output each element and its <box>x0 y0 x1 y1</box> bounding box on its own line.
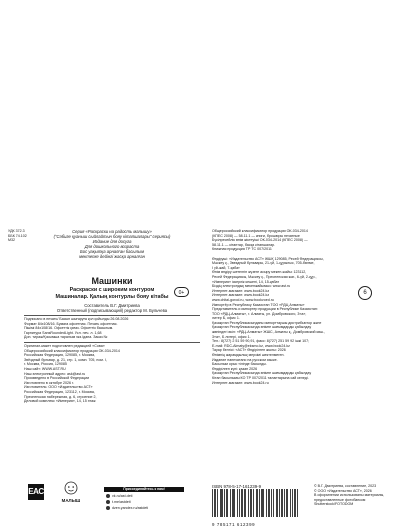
tech-line: Формат 84x108/16. Бумага офсетная. Печать офсетная. <box>24 321 118 326</box>
barcode-bar <box>263 489 264 517</box>
barcode-bar <box>295 489 296 517</box>
responsible-editor: Ответственный (подписывающий) редактор М. Бульчева <box>56 308 168 314</box>
publisher-line: Наш электронный адрес: ask@ast.ru <box>24 371 86 376</box>
publisher-line: Наш сайт: WWW.AST.RU <box>24 366 66 371</box>
barcode-bar <box>256 489 257 517</box>
publisher-line: Звёздный бульвар, д. 21, стр. 1, комн. 705, пом. I, <box>24 357 107 362</box>
barcode-bar <box>245 489 246 517</box>
separator-line <box>24 315 200 316</box>
barcode-bar <box>273 489 274 517</box>
info-line: Представитель и импортер продукции в Республике Казахстан: <box>212 307 318 312</box>
barcode-bar <box>215 489 216 517</box>
info-line: I үй-жай, 7-қабат <box>212 265 240 270</box>
barcode-block <box>212 484 298 527</box>
barcode-bar <box>257 489 258 517</box>
barcode-bar <box>224 489 225 517</box>
publisher-line: Российская Федерация, 129085, г. Москва, <box>24 353 96 358</box>
info-line: 58.11.1 — кітаптар, басқа кітапшалар. <box>212 242 276 247</box>
info-line: Біздің электрондық мекенжайымыз: www.ast.ru <box>212 284 291 289</box>
barcode-bar <box>226 489 227 517</box>
age-six-badge: 6 <box>358 286 372 300</box>
copyright-line: предоставленные фотобанком <box>314 497 366 502</box>
barcode-bar <box>253 489 254 517</box>
tech-line: Гарнитура SansRoundedLight. Усл. печ. л. 1,68 <box>24 330 102 335</box>
malysh-logo <box>56 481 86 505</box>
separator-line <box>24 342 200 343</box>
series-block <box>24 229 200 260</box>
info-line: www.chitai-gorod.ru, www.bookvoed.ru <box>212 297 274 302</box>
barcode-bar <box>244 489 245 517</box>
promo-banner: Присоединяйтесь к нам! <box>104 487 184 492</box>
barcode-bar <box>248 489 249 517</box>
barcode-bar <box>281 489 282 517</box>
info-line: Қазақстан Республикасында өнімге шағымдарды қабылдау <box>212 371 312 376</box>
publisher-info <box>24 344 200 404</box>
social-link-text: dzen.yandex.ru/astdeti <box>112 506 149 510</box>
barcode-bar <box>290 489 291 517</box>
barcode-bar <box>233 489 234 517</box>
bbk-line: ББК 74.102 <box>8 233 27 238</box>
social-link-text: vk.ru/ast.deti <box>112 494 133 498</box>
barcode-bar <box>277 489 278 517</box>
social-link-vk[interactable] <box>106 494 132 499</box>
publisher-line: Произведено в Российской Федерации <box>24 376 90 381</box>
info-line: Қазақстан Республикасында өнімге шағымдарды қабылдау <box>212 325 312 330</box>
info-line: ТОО «РДЦ-Алматы», г. Алматы, ул. Домбровского, 3«а», <box>212 311 307 316</box>
barcode-bar <box>276 489 277 517</box>
social-link-dzen[interactable] <box>106 506 148 511</box>
barcode-bar <box>268 489 269 517</box>
barcode-bar <box>214 489 215 517</box>
publisher-line: Пресненская набережная, д. 6, строение 2, <box>24 394 97 399</box>
info-line: Интернет-магазин: www.book24.ru <box>212 380 269 385</box>
info-line: жөніндегі өкіл: «РДЦ-Алматы» ЖШС, Алматы қ., Домбровский көш., <box>212 330 325 335</box>
barcode-bar <box>271 489 272 517</box>
barcode-bar <box>232 489 233 517</box>
barcode-bar <box>269 489 270 517</box>
social-link-text: t.me/astdeti <box>112 500 131 504</box>
publisher-line: г. Москва, Россия, 129085 <box>24 362 67 367</box>
publisher-line: Российская Федерация, 123112, г. Москва, <box>24 389 95 394</box>
info-line: Интернет-магазин: www.book24.kz <box>212 293 270 298</box>
barcode-bar <box>221 489 222 517</box>
barcode-number: 9 785171 612399 <box>212 522 256 527</box>
right-column-info <box>212 229 392 385</box>
series-line-kz: ("Сәбиге қуаныш сыйлайтын бояу кітапшалары" сериясы) <box>53 234 171 240</box>
isbn-label: ISBN 978-5-17-161239-9 <box>212 484 262 489</box>
info-line: Импортёр в Республику Казахстан ТОО «РДЦ Алматы» <box>212 302 305 307</box>
barcode-bar <box>262 489 263 517</box>
book-title: Машинки <box>91 276 133 286</box>
credits-block <box>24 303 200 313</box>
barcode-bar <box>292 489 293 517</box>
copyright-line: © В.Г. Дмитриева, составление, 2023 <box>314 484 377 488</box>
info-line: (КПЕС 2008) — 58.11.1 — книги, брошюры печатные <box>212 233 300 238</box>
dzen-icon <box>106 506 110 510</box>
book-title-kz: Машиналар. Қалың контурлы бояу кітабы <box>55 294 169 300</box>
info-line: Общероссийский классификатор продукции ОК-034-2014 <box>212 229 308 233</box>
barcode-bar <box>284 489 285 517</box>
barcode-bar <box>212 489 213 517</box>
info-line: литер Б, офис 1. <box>212 316 240 321</box>
tech-line: Пішімі 84x108/16. Офсеттік қағаз. Офсеттік басылым. <box>24 326 114 331</box>
info-line: Тауар белгісі: «АСТ» Өндірілген жылы: 2026 <box>212 348 286 353</box>
barcode-bar <box>251 489 252 517</box>
barcode-bar <box>279 489 280 517</box>
tech-line: Доп. тираж/Қосымша таралым экз./дана. Заказ № <box>24 335 108 340</box>
info-line: «Империя» іскерлік кешені, 14, 15-қабат <box>212 279 280 284</box>
info-line: Қазақстан Республикасындағы импорттаушы дистрибьютор және <box>212 320 322 325</box>
copyright-block <box>314 484 400 507</box>
series-line: Серия «Раскраски на радость малышу» <box>72 229 152 234</box>
barcode-bar <box>259 489 260 517</box>
barcode-bar <box>250 489 251 517</box>
barcode-graphic <box>212 489 298 517</box>
barcode-bar <box>220 489 221 517</box>
barcode-bar <box>230 489 231 517</box>
barcode-bar <box>287 489 288 517</box>
publisher-line: Общероссийский классификатор продукции ОК-034-2014 <box>24 348 120 353</box>
info-line: Тел.: 8(727) 2 51 59 90,91, факс: 8(727) 251 59 92 ішкі 107; <box>212 339 310 344</box>
barcode-bar <box>297 489 298 517</box>
barcode-bar <box>294 489 295 517</box>
info-line: Өнімнің жарамдылық мерзімі шектелмеген. <box>212 353 285 358</box>
info-line: Издание напечатано на русском языке. <box>212 357 278 362</box>
info-line: Басылым орыс тілінде басылды. <box>212 362 267 367</box>
publisher-line: Деловой комплекс «Империя», 14, 15 этаж <box>24 399 96 404</box>
kz-purpose-line: мектепке дейінгі жасқа арналған <box>79 254 145 260</box>
edition-purpose: Издание для досуга <box>92 239 132 245</box>
barcode-bar <box>234 489 235 517</box>
telegram-icon <box>106 500 110 504</box>
kz-purpose-line: Бос уақытқа арналған басылым <box>80 249 144 255</box>
info-line: Өндіруші: «Издательство АСТ» ЖШҚ 129085, Ресей Федерациясы, <box>212 256 324 261</box>
info-line: Ресей Федерациясы, Мәскеу қ., Пресненская жаг., 6-үй, 2-құр., <box>212 274 317 279</box>
info-line: Кітап басылымы КО ТР 007/2011 талаптарына сай келеді. <box>212 376 309 380</box>
barcode-bar <box>282 489 283 517</box>
barcode-bar <box>286 489 287 517</box>
author-mark: М32 <box>8 238 15 243</box>
barcode-bar <box>222 489 223 517</box>
compiler: Составитель В.Г. Дмитриева <box>84 303 140 308</box>
barcode-bar <box>217 489 218 517</box>
info-line: Книжная продукция ТР ТС 007/2011 <box>212 247 272 252</box>
age-rating-badge: 0+ <box>174 287 189 297</box>
malysh-logo-icon <box>56 481 86 497</box>
social-link-telegram[interactable] <box>106 500 131 505</box>
barcode-bar <box>241 489 242 517</box>
publisher-line: Оригинал-макет подготовлен редакцией «Сова» <box>24 344 105 348</box>
copyright-line: Shutterstock/FOTODOM <box>314 502 354 507</box>
info-line: Бүкілресейлік өнім жіктеуіші ОК-034-2014 (КПЕС 2008) — <box>212 238 308 243</box>
publisher-line: Изготовитель: ООО «Издательство АСТ» <box>24 385 93 390</box>
barcode-bar <box>242 489 243 517</box>
info-line: E-mail: RDC-Almaty@eksmo.kz, www.book24.kz <box>212 343 290 348</box>
tech-line: Подписано в печать/ Басып шығаруға қол қойылды 26.08.2026 <box>24 317 129 321</box>
barcode-bar <box>261 489 262 517</box>
info-line: Өнім өндіру шетелгін жүзеге асыру мекен-жайы: 123112, <box>212 270 307 275</box>
info-line: Мәскеу қ., Звездный бульвары, 21-үй, 1-құрылыс, 705-бөлме, <box>212 261 315 266</box>
eac-logo: EAC <box>28 484 44 500</box>
copyright-line: В оформлении использованы материалы, <box>314 493 385 498</box>
barcode-bar <box>227 489 228 517</box>
udk-line: УДК 372.3 <box>8 229 25 233</box>
barcode-bar <box>266 489 267 517</box>
edition-age: Для дошкольного возраста <box>84 244 140 250</box>
malysh-logo-text: МАЛЫШ <box>61 498 81 503</box>
info-line: Өндірілген күні: қазан 2026 <box>212 366 258 371</box>
book-subtitle: Раскраски с широким контуром <box>69 287 155 293</box>
publisher-line: Изготовлено в октябре 2026 г. <box>24 380 74 385</box>
info-line: Интернет-магазин: www.book24.kz <box>212 288 270 293</box>
vk-icon <box>106 494 110 498</box>
tech-specs <box>24 317 200 340</box>
info-line: 3«а», Б литері, офис 1. <box>212 334 251 339</box>
barcode-bar <box>239 489 240 517</box>
copyright-line: © ООО «Издательство АСТ», 2026 <box>314 488 372 493</box>
barcode-bar <box>237 489 238 517</box>
